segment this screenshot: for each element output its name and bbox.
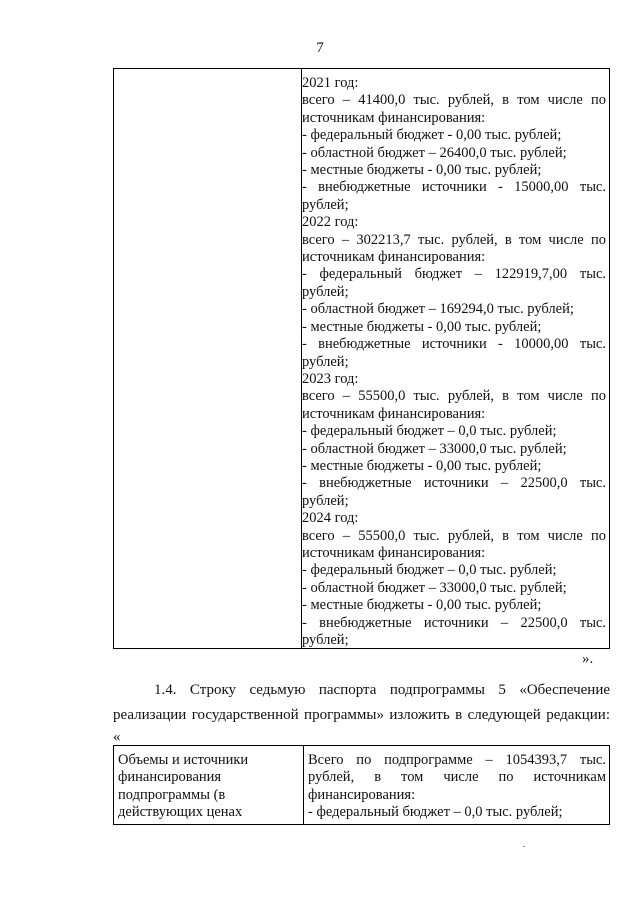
funding-detail-line: - федеральный бюджет – 0,0 тыс. рублей; bbox=[302, 423, 557, 440]
funding-detail-line: - внебюджетные источники - 10000,00 тыс. bbox=[302, 336, 606, 353]
funding-detail-line: всего – 302213,7 тыс. рублей, в том числе по bbox=[302, 231, 606, 248]
funding-total-line: рублей, в том числе по источникам bbox=[308, 769, 606, 786]
funding-detail-line: - внебюджетные источники – 22500,0 тыс. bbox=[302, 475, 606, 492]
funding-detail-line: - местные бюджеты - 0,00 тыс. рублей; bbox=[302, 597, 542, 614]
funding-detail-line: - федеральный бюджет – 0,0 тыс. рублей; bbox=[302, 562, 557, 579]
funding-detail-line: - внебюджетные источники - 15000,00 тыс. bbox=[302, 179, 606, 196]
funding-detail-line: источникам финансирования: bbox=[302, 405, 486, 422]
funding-detail-line: - местные бюджеты - 0,00 тыс. рублей; bbox=[302, 162, 542, 179]
funding-detail-line: рублей; bbox=[302, 196, 349, 213]
page-number: 7 bbox=[316, 40, 324, 56]
funding-detail-line: рублей; bbox=[302, 492, 349, 509]
funding-detail-line: - местные бюджеты - 0,00 тыс. рублей; bbox=[302, 457, 542, 474]
funding-detail-line: рублей; bbox=[302, 283, 349, 300]
funding-detail-line: всего – 41400,0 тыс. рублей, в том числе по bbox=[302, 92, 606, 109]
opening-quote: « bbox=[113, 729, 121, 745]
funding-detail-line: рублей; bbox=[302, 353, 349, 370]
funding-detail-line: - федеральный бюджет - 0,00 тыс. рублей; bbox=[302, 127, 562, 144]
subprogram-funding-table bbox=[113, 745, 610, 825]
funding-detail-line: всего – 55500,0 тыс. рублей, в том числе по bbox=[302, 388, 606, 405]
funding-detail-line: - федеральный бюджет – 122919,7,00 тыс. bbox=[302, 266, 606, 283]
funding-detail-line: источникам финансирования: bbox=[302, 109, 486, 126]
funding-detail-line: источникам финансирования: bbox=[302, 544, 486, 561]
funding-total-line: - федеральный бюджет – 0,0 тыс. рублей; bbox=[308, 804, 563, 821]
funding-detail-line: рублей; bbox=[302, 632, 349, 648]
funding-detail-line: - внебюджетные источники – 22500,0 тыс. bbox=[302, 614, 606, 631]
funding-total-line: Всего по подпрограмме – 1054393,7 тыс. bbox=[308, 752, 606, 768]
funding-detail-line: 2021 год: bbox=[302, 75, 359, 91]
funding-detail-line: - областной бюджет – 26400,0 тыс. рублей; bbox=[302, 144, 567, 161]
funding-details-cell bbox=[302, 75, 606, 649]
funding-detail-line: - областной бюджет – 169294,0 тыс. рублей; bbox=[302, 301, 574, 318]
amendment-paragraph-line-2: реализации государственной программы» изложить в следующей редакции: bbox=[113, 707, 610, 723]
funding-label-line: финансирования bbox=[118, 769, 222, 786]
funding-detail-line: - областной бюджет – 33000,0 тыс. рублей; bbox=[302, 579, 567, 596]
funding-total-line: финансирования: bbox=[308, 786, 416, 803]
funding-detail-line: - областной бюджет – 33000,0 тыс. рублей; bbox=[302, 440, 567, 457]
funding-detail-line: 2022 год: bbox=[302, 214, 359, 231]
closing-quote: ». bbox=[582, 651, 594, 667]
funding-detail-line: 2024 год: bbox=[302, 510, 359, 527]
funding-detail-line: - местные бюджеты - 0,00 тыс. рублей; bbox=[302, 318, 542, 335]
funding-detail-line: 2023 год: bbox=[302, 370, 359, 387]
amendment-paragraph-line-1: 1.4. Строку седьмую паспорта подпрограммы 5 «Обеспечение bbox=[154, 682, 610, 698]
table-left-column-empty bbox=[114, 69, 302, 648]
funding-table-continuation bbox=[113, 68, 610, 649]
funding-total-cell bbox=[308, 752, 606, 822]
funding-label-line: действующих ценах bbox=[118, 804, 243, 821]
funding-label-line: подпрограммы (в bbox=[118, 786, 226, 803]
scan-speck bbox=[523, 846, 525, 847]
funding-detail-line: источникам финансирования: bbox=[302, 249, 486, 266]
funding-label-line: Объемы и источники bbox=[118, 752, 249, 768]
funding-detail-line: всего – 55500,0 тыс. рублей, в том числе по bbox=[302, 527, 606, 544]
funding-label-cell bbox=[114, 746, 304, 824]
